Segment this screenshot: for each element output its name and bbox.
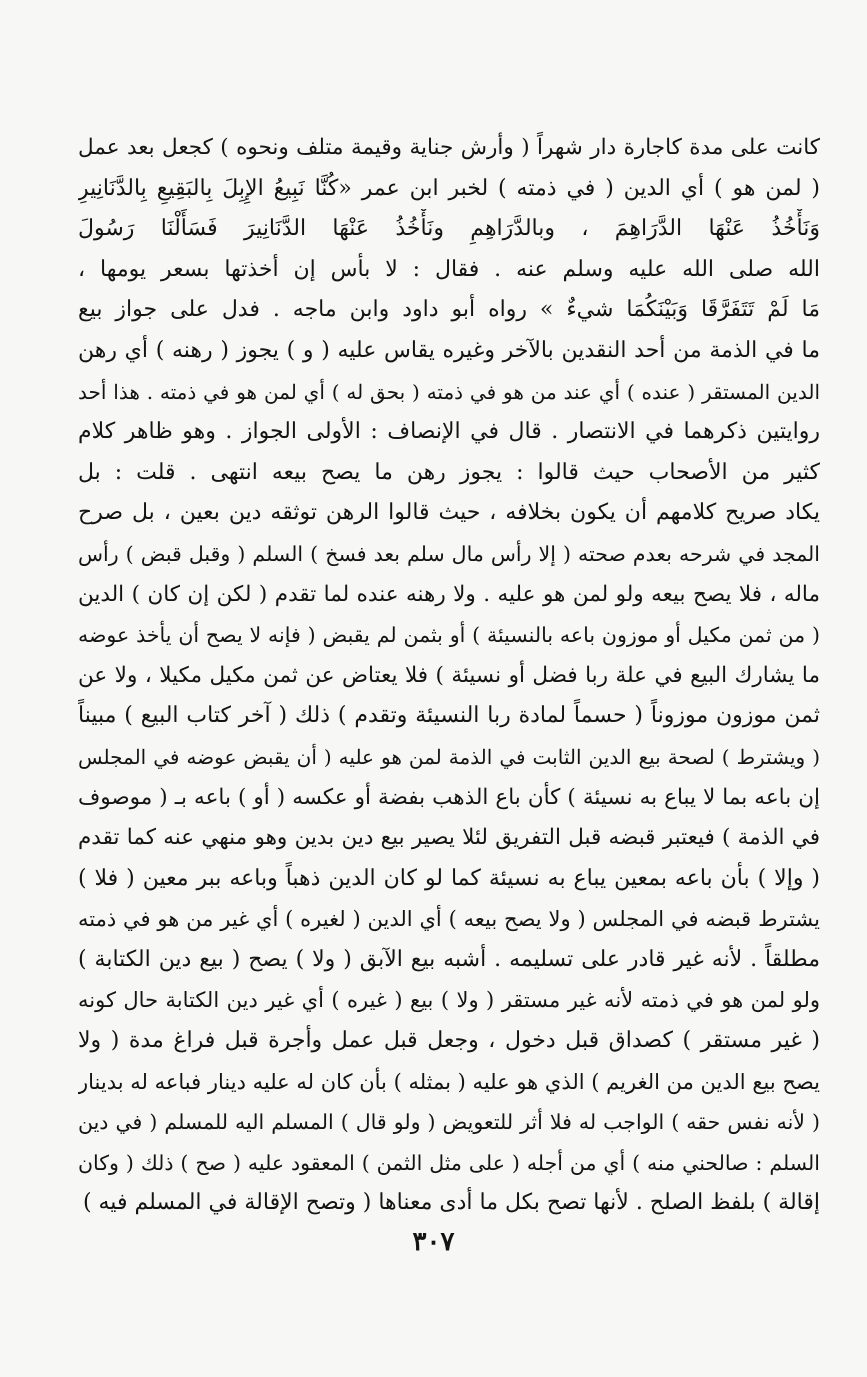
text-line: ( من ثمن مكيل أو موزون باعه بالنسيئة ) أو بثمن لم يقبض ( فإنه لا يصح أن يأخذ عوضه xyxy=(78,623,820,648)
text-line: ( لأنه نفس حقه ) الواجب له فلا أثر للتعويض ( ولو قال ) المسلم اليه للمسلم ( في دين xyxy=(78,1110,820,1135)
text-line: إن باعه بما لا يباع به نسيئة ) كأن باع الذهب بفضة أو عكسه ( أو ) باعه بـ ( موصوف xyxy=(78,784,820,810)
text-line: إقالة ) بلفظ الصلح . لأنها تصح بكل ما أدى معناها ( وتصح الإقالة في المسلم فيه ) xyxy=(82,1190,820,1216)
text-line: يشترط قبضه في المجلس ( ولا يصح بيعه ) أي الدين ( لغيره ) أي غير من هو في ذمته xyxy=(78,907,820,932)
text-line: يكاد صريح كلامهم أن يكون بخلافه ، حيث قالوا الرهن توثقه دين بعين ، بل صرح xyxy=(78,500,820,526)
text-line: ولو لمن هو في ذمته لأنه غير مستقر ( ولا ) بيع ( غيره ) أي غير دين الكتابة حال كونه xyxy=(78,988,820,1013)
body-text xyxy=(78,128,820,1224)
text-line: السلم : صالحني منه ) أي من أجله ( على مثل الثمن ) المعقود عليه ( صح ) ذلك ( وكان xyxy=(78,1150,820,1175)
text-line: مَا لَمْ تَتَفَرَّقَا وَبَيْنَكُمَا شيءٌ » رواه أبو داود وابن ماجه . فدل على جواز بيع xyxy=(78,297,820,323)
text-line: ما في الذمة من أحد النقدين بالآخر وغيره يقاس عليه ( و ) يجوز ( رهنه ) أي رهن xyxy=(78,337,820,363)
text-line: ماله ، فلا يصح بيعه ولو لمن هو عليه . ولا رهنه عنده لما تقدم ( لكن إن كان ) الدين xyxy=(78,581,820,607)
text-line: وَنَأْخُذُ عَنْهَا الدَّرَاهِمَ ، وبالدَّرَاهِمِ ونَأْخُذُ عَنْهَا الدَّنَانِيرَ فَسَأَلْنَا رَسُولَ xyxy=(78,216,820,242)
text-line: الدين المستقر ( عنده ) أي عند من هو في ذمته ( بحق له ) أي لمن هو في ذمته . هذا أحد xyxy=(78,379,820,404)
text-line: روايتين ذكرهما في الانتصار . قال في الإنصاف : الأولى الجواز . وهو ظاهر كلام xyxy=(78,419,820,445)
text-line: كثير من الأصحاب حيث قالوا : يجوز رهن ما يصح بيعه انتهى . قلت : بل xyxy=(78,459,820,485)
text-line: مطلقاً . لأنه غير قادر على تسليمه . أشبه بيع الآبق ( ولا ) يصح ( بيع دين الكتابة ) xyxy=(78,946,820,972)
text-line: ثمن موزون موزوناً ( حسماً لمادة ربا النسيئة وتقدم ) ذلك ( آخر كتاب البيع ) مبيناً xyxy=(78,703,820,729)
text-line: ( وإلا ) بأن باعه بمعين يباع به نسيئة كما لو كان الدين ذهباً وباعه ببر معين ( فلا ) xyxy=(78,865,820,891)
text-line: يصح بيع الدين من الغريم ) الذي هو عليه ( بمثله ) بأن كان له عليه دينار فباعه له بدينار xyxy=(78,1069,820,1094)
text-line: ( غير مستقر ) كصداق قبل دخول ، وجعل قبل عمل وأجرة قبل فراغ مدة ( ولا xyxy=(78,1028,820,1054)
text-line: كانت على مدة كاجارة دار شهراً ( وأرش جناية وقيمة متلف ونحوه ) كجعل بعد عمل xyxy=(78,135,820,160)
page-number: ٣٠٧ xyxy=(412,1227,455,1257)
text-line: ما يشارك البيع في علة ربا فضل أو نسيئة ) فلا يعتاض عن ثمن مكيل مكيلا ، ولا عن xyxy=(78,662,820,688)
text-line: الله صلى الله عليه وسلم عنه . فقال : لا بأس إن أخذتها بسعر يومها ، xyxy=(78,256,820,282)
text-line: ( ويشترط ) لصحة بيع الدين الثابت في الذمة لمن هو عليه ( أن يقبض عوضه في المجلس xyxy=(78,744,820,769)
text-line: ( لمن هو ) أي الدين ( في ذمته ) لخبر ابن عمر «كُنَّا نَبِيعُ الإِبِلَ بِالبَقِيعِ بِالدَّنَانِيرِ xyxy=(78,175,820,201)
text-line: المجد في شرحه بعدم صحته ( إلا رأس مال سلم بعد فسخ ) السلم ( وقبل قبض ) رأس xyxy=(78,541,820,566)
text-line: في الذمة ) فيعتبر قبضه قبل التفريق لئلا يصير بيع دين بدين وهو منهي عنه كما تقدم xyxy=(78,825,820,851)
